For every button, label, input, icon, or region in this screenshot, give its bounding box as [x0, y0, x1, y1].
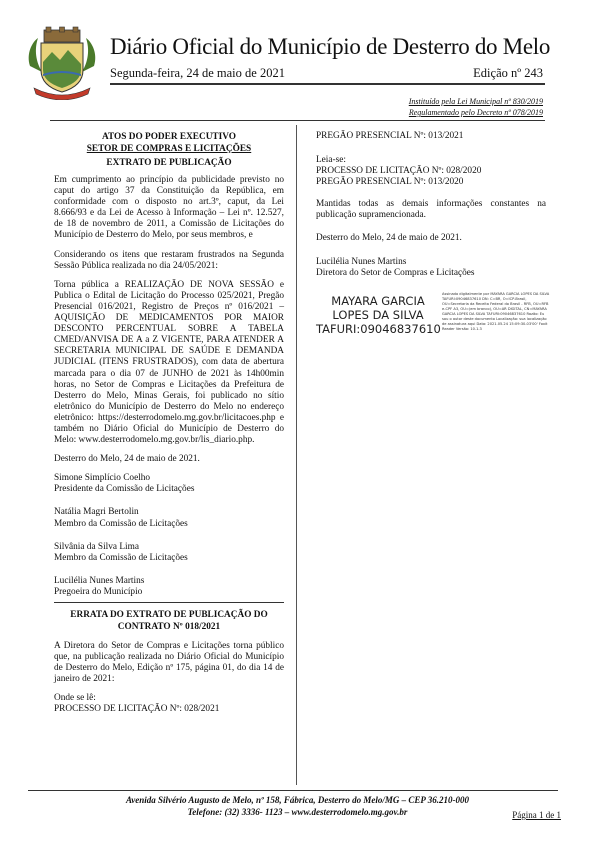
newspaper-title: Diário Oficial do Município de Desterro do Melo	[110, 34, 551, 59]
pregao-line-new: PREGÃO PRESENCIAL Nº: 013/2020	[316, 177, 464, 188]
institution-line-law: Instituído pela Lei Municipal nº 830/2019	[408, 97, 543, 106]
left-column	[54, 131, 284, 716]
mantidas-paragraph: Mantidas todas as demais informações constantes na publicação supramencionada.	[316, 199, 546, 221]
signatory-name: Silvânia da Silva Lima	[54, 541, 139, 552]
signatory-name: Lucilélia Nunes Martins	[316, 256, 407, 267]
paragraph-intro: Em cumprimento ao princípio da publicidade previsto no caput do artigo 37 da Constituição da República, em conformidade com o disposto no art.3º, caput, da Lei 8.666/93 e da Lei de Acesso à Informação – Lei nº. 12.527, de 18 de novembro de 2011, a Comissão de Licitações do Município de Desterro do Melo, por seus membros, e	[54, 175, 284, 241]
signatory-name: Natália Magri Bertolin	[54, 507, 139, 518]
section-title-purchasing: SETOR DE COMPRAS E LICITAÇÕES	[86, 144, 252, 154]
municipal-crest	[24, 26, 100, 100]
digital-signature-stamp	[316, 292, 550, 344]
issue-date: Segunda-feira, 24 de maio de 2021	[110, 66, 285, 80]
signatory-role: Presidente da Comissão de Licitações	[54, 484, 195, 495]
date-line: Desterro do Melo, 24 de maio de 2021.	[54, 454, 200, 465]
digital-signature-name: MAYARA GARCIA LOPES DA SILVA TAFURI:09046837610	[316, 294, 441, 336]
paragraph-announcement: Torna pública a REALIZAÇÃO DE NOVA SESSÃO e Publica o Edital de Licitação do Processo 025/2021, Pregão Presencial 016/2021, Registro de Preços nº 016/2021 – AQUISIÇÃO DE MEDICAMENTOS POR MAIOR DESCONTO PERCENTUAL SOBRE A TABELA CMED/ANVISA DE A a Z VIGENTE, PARA ATENDER A SECRETARIA MUNICIPAL DE SAÚDE E DEMANDA JUDICIAL (ITENS FRUSTRADOS), com data de abertura marcada para o dia 07 de JUNHO de 2021 às 14h00min horas, no Setor de Compras e Licitações da Prefeitura de Desterro do Melo, Minas Gerais, foi publicado no sítio eletrônico do Município de Desterro do Melo no endereço eletrônico: https://desterrodomelo.mg.gov.br/licitacoes.php e também no Diário Oficial do Município de Desterro do Melo: www.desterrodomelo.mg.gov.br/lis_diario.php.	[54, 279, 284, 446]
footer-phone: Telefone: (32) 3336- 1123 – www.desterrodomelo.mg.gov.br	[187, 807, 408, 817]
right-column	[316, 131, 546, 279]
extract-title: EXTRATO DE PUBLICAÇÃO	[106, 158, 232, 168]
digital-signature-details: Assinado digitalmente por MAYARA GARCIA LOPES DA SILVA TAFURI:09046837610 DN: C=BR, O=ICP-Brasil, OU=Secretaria da Receita Federal do Brasil - RFB, OU=RFB e-CPF A3, OU=(em branco), OU=AR DIGITAL, CN=MAYARA GARCIA LOPES DA SILVA TAFURI:09046837610 Razão: Eu sou o autor deste documento Localização: sua localização de assinatura aqui Data: 2021.05.24 15:09:30-03'00' Foxit Reader Versão: 10.1.3	[442, 292, 550, 331]
date-line: Desterro do Melo, 24 de maio de 2021.	[316, 232, 462, 243]
signature-block	[54, 542, 284, 564]
errata-title-contract: CONTRATO Nº 018/2021	[117, 622, 221, 632]
errata-title: ERRATA DO EXTRATO DE PUBLICAÇÃO DO	[70, 610, 268, 620]
signatory-role: Membro da Comissão de Licitações	[54, 518, 188, 529]
header-divider	[110, 83, 545, 85]
footer-divider	[28, 790, 558, 791]
errata-paragraph: A Diretora do Setor de Compras e Licitações torna público que, na publicação realizada no Diário Oficial do Município de Desterro do Melo, Edição nº 175, página 01, do dia 14 de janeiro de 2021:	[54, 641, 284, 685]
signature-block	[54, 576, 284, 598]
onde-se-le: Onde se lê:	[54, 693, 96, 704]
page-number: Página 1 de 1	[512, 810, 561, 820]
edition-number: Edição nº 243	[473, 66, 543, 80]
signature-block	[54, 507, 284, 529]
column-divider	[296, 125, 297, 785]
section-title-executive: ATOS DO PODER EXECUTIVO	[101, 132, 237, 142]
signatory-name: Simone Simplício Coelho	[54, 473, 151, 484]
processo-line-new: PROCESSO DE LICITAÇÃO Nº: 028/2020	[316, 166, 482, 177]
top-divider	[50, 120, 545, 121]
signatory-role: Diretora do Setor de Compras e Licitações	[316, 267, 475, 278]
signatory-role: Membro da Comissão de Licitações	[54, 552, 188, 563]
paragraph-considering: Considerando os itens que restaram frustrados na Segunda Sessão Pública realizada no dia 24/05/2021:	[54, 249, 284, 271]
signatory-name: Lucilélia Nunes Martins	[54, 575, 145, 586]
section-divider	[54, 602, 284, 603]
pregao-line-old: PREGÃO PRESENCIAL Nº: 013/2021	[316, 131, 464, 141]
footer-address: Avenida Silvério Augusto de Melo, nº 158, Fábrica, Desterro do Melo/MG – CEP 36.210-000	[125, 795, 470, 805]
signatory-role: Pregoeira do Município	[54, 586, 143, 597]
institution-line-decree: Regulamentado pelo Decreto nº 078/2019	[408, 108, 543, 117]
signature-block	[54, 473, 284, 495]
leia-se: Leia-se:	[316, 155, 346, 166]
processo-line: PROCESSO DE LICITAÇÃO Nº: 028/2021	[54, 704, 220, 715]
